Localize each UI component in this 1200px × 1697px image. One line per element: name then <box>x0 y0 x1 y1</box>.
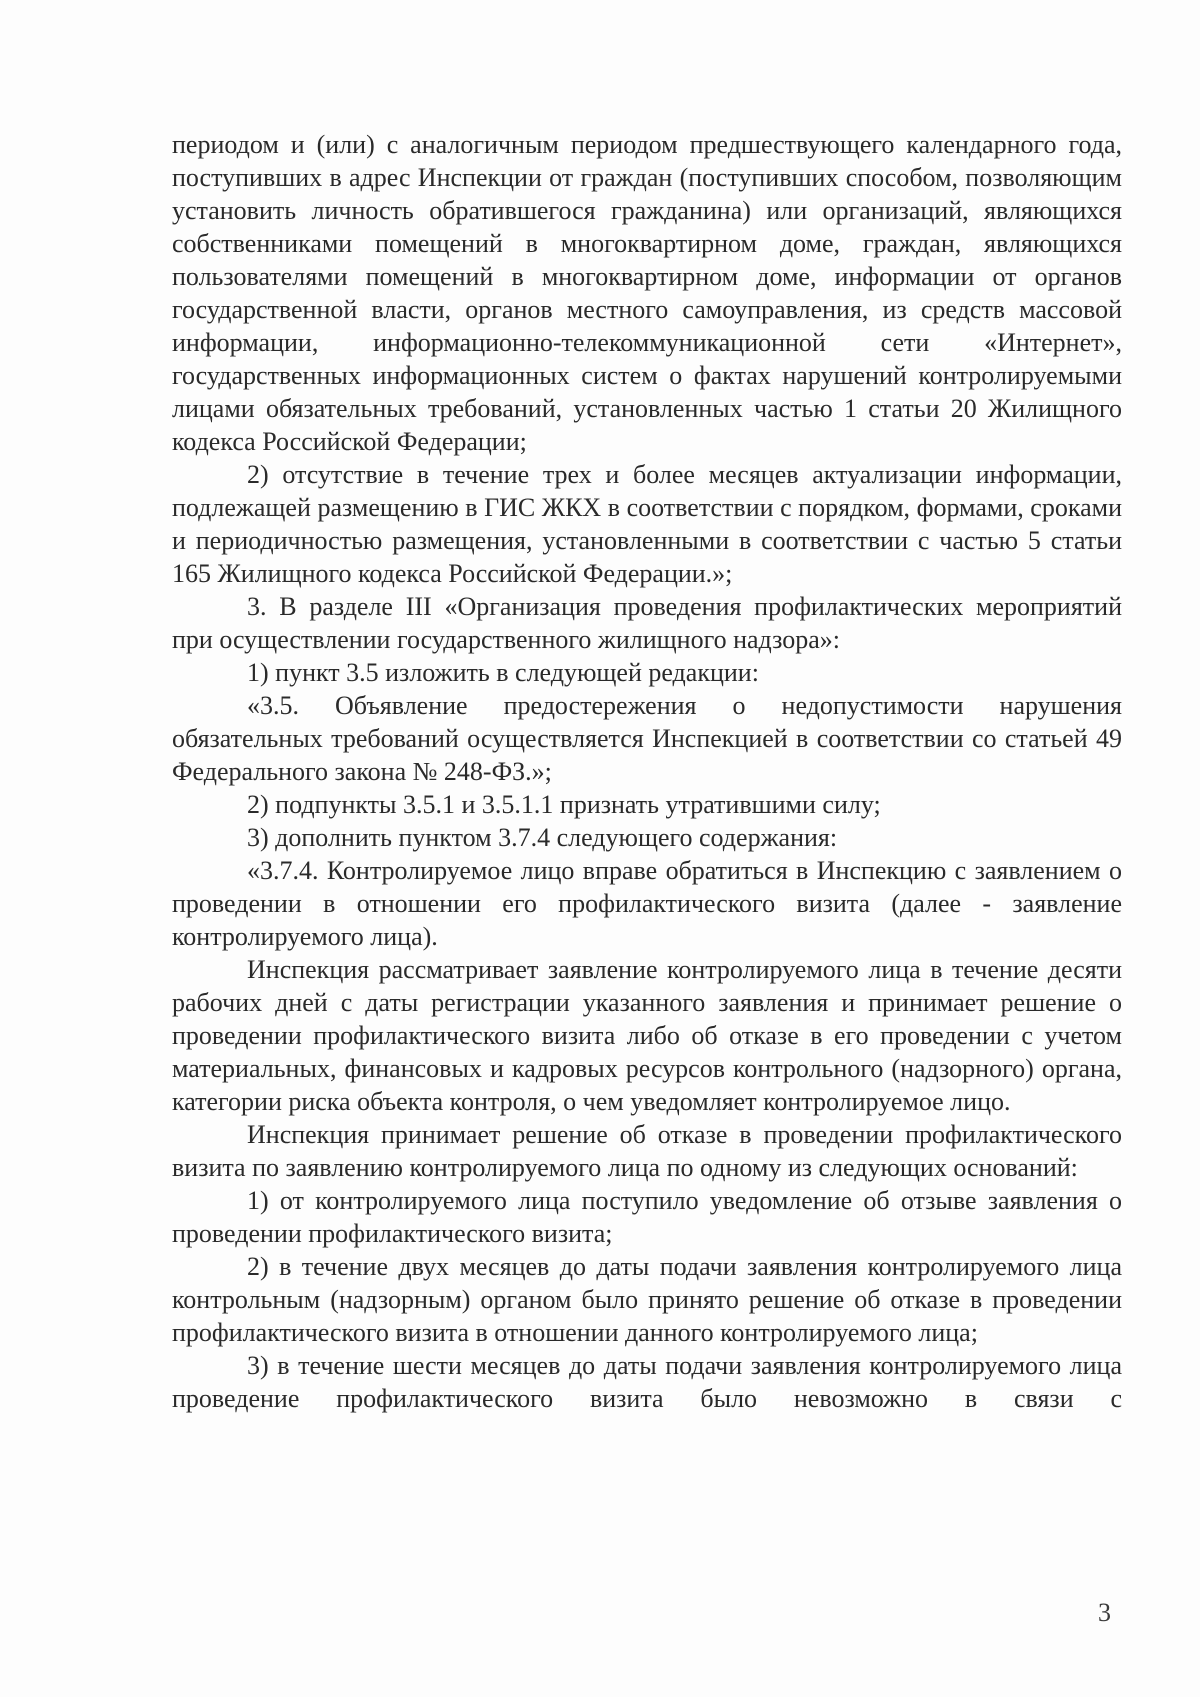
paragraph-refusal-grounds: Инспекция принимает решение об отказе в проведении профилактического визита по заявлению контролируемого лица по одному из следующих оснований: <box>172 1120 1122 1182</box>
page-number: 3 <box>1098 1598 1111 1627</box>
paragraph-item-3-add-point: 3) дополнить пунктом 3.7.4 следующего содержания: <box>247 823 838 852</box>
paragraph-inspection-review: Инспекция рассматривает заявление контролируемого лица в течение десяти рабочих дней с даты регистрации указанного заявления и принимает решение о проведении профилактического визита либо об отказе в его проведении с учетом материальных, финансовых и кадровых ресурсов контрольного (надзорного) органа, категории риска объекта контроля, о чем уведомляет контролируемое лицо. <box>172 955 1122 1116</box>
paragraph-section-3: 3. В разделе III «Организация проведения профилактических мероприятий при осуществлении государственного жилищного надзора»: <box>172 592 1122 654</box>
paragraph-ground-2: 2) в течение двух месяцев до даты подачи заявления контролируемого лица контрольным (надзорным) органом было принято решение об отказе в проведении профилактического визита в отношении данного контролируемого лица; <box>172 1252 1122 1347</box>
paragraph-point-3-5-text: «3.5. Объявление предостережения о недопустимости нарушения обязательных требований осуществляется Инспекцией в соответствии со статьей 49 Федерального закона № 248-ФЗ.»; <box>172 691 1122 786</box>
paragraph-ground-1: 1) от контролируемого лица поступило уведомление об отзыве заявления о проведении профилактического визита; <box>172 1186 1122 1248</box>
paragraph-item-2-absence: 2) отсутствие в течение трех и более месяцев актуализации информации, подлежащей размещению в ГИС ЖКХ в соответствии с порядком, формами, сроками и периодичностью размещения, установленными в соответствии с частью 5 статьи 165 Жилищного кодекса Российской Федерации.»; <box>172 460 1122 588</box>
paragraph-item-1-point-3-5: 1) пункт 3.5 изложить в следующей редакции: <box>247 658 759 687</box>
paragraph-ground-3: 3) в течение шести месяцев до даты подачи заявления контролируемого лица проведение профилактического визита было невозможно в связи с <box>172 1351 1122 1413</box>
paragraph-item-2-subpoints: 2) подпункты 3.5.1 и 3.5.1.1 признать утратившими силу; <box>247 790 881 819</box>
paragraph-continuation: периодом и (или) с аналогичным периодом предшествующего календарного года, поступивших в адрес Инспекции от граждан (поступивших способом, позволяющим установить личность обратившегося гражданина) или организаций, являющихся собственниками помещений в многоквартирном доме, граждан, являющихся пользователями помещений в многоквартирном доме, информации от органов государственной власти, органов местного самоуправления, из средств массовой информации, информационно-телекоммуникационной сети «Интернет», государственных информационных систем о фактах нарушений контролируемыми лицами обязательных требований, установленных частью 1 статьи 20 Жилищного кодекса Российской Федерации; <box>172 130 1122 456</box>
paragraph-point-3-7-4: «3.7.4. Контролируемое лицо вправе обратиться в Инспекцию с заявлением о проведении в отношении его профилактического визита (далее - заявление контролируемого лица). <box>172 856 1122 951</box>
document-body <box>172 128 1122 1415</box>
